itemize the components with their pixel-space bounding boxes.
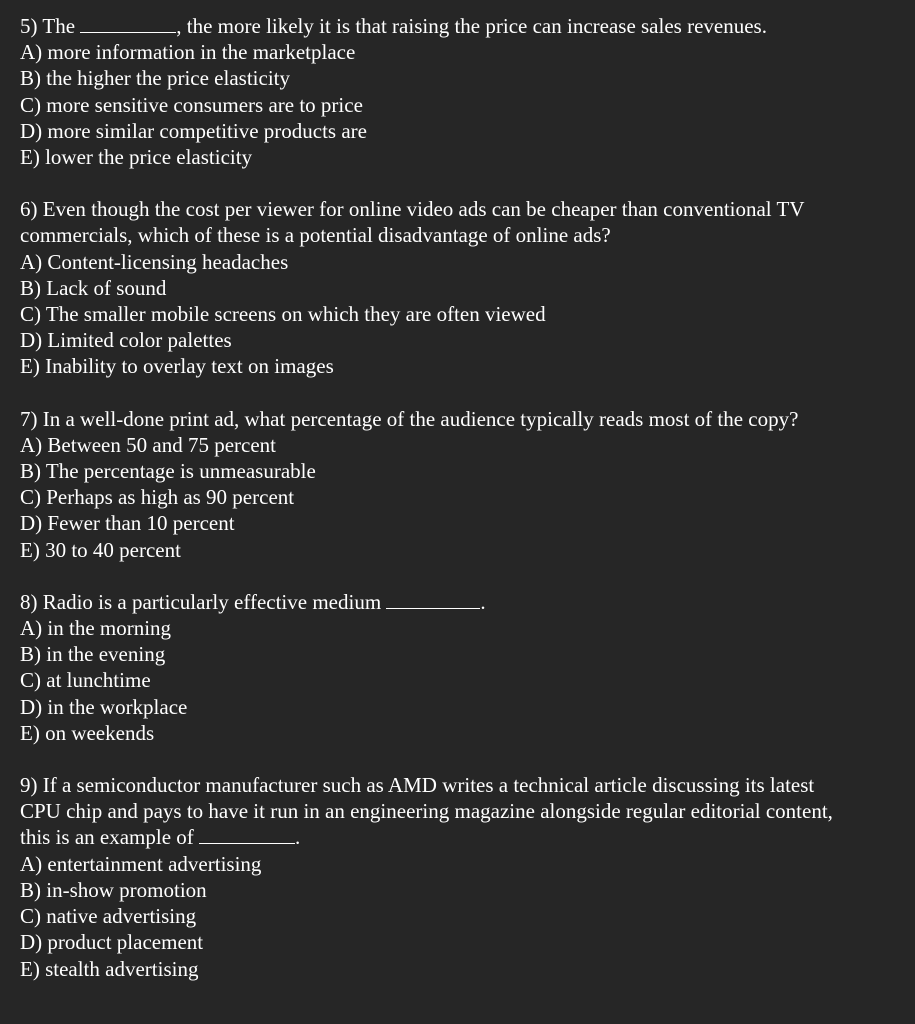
question-6-stem-line-2: commercials, which of these is a potential disadvantage of online ads? [20, 223, 611, 248]
question-5 [20, 13, 910, 170]
option-e: E) Inability to overlay text on images [20, 354, 334, 379]
question-8 [20, 589, 910, 746]
question-6 [20, 196, 910, 379]
question-8-stem-start: 8) Radio is a particularly effective medium [20, 589, 387, 614]
option-b: B) in the evening [20, 642, 166, 667]
option-a: A) entertainment advertising [20, 851, 262, 876]
question-7-stem: 7) In a well-done print ad, what percentage of the audience typically reads most of the copy? [20, 406, 799, 431]
option-e: E) 30 to 40 percent [20, 537, 181, 562]
question-9-stem-line-3 [20, 824, 910, 850]
question-9-stem-line-2: CPU chip and pays to have it run in an engineering magazine alongside regular editorial content, [20, 799, 833, 824]
question-5-stem-end: , the more likely it is that raising the price can increase sales revenues. [176, 14, 767, 38]
question-9-stem-line-1: 9) If a semiconductor manufacturer such as AMD writes a technical article discussing its latest [20, 773, 815, 798]
option-d: D) in the workplace [20, 694, 188, 719]
question-5-stem-start: 5) The [20, 14, 81, 38]
question-7 [20, 406, 910, 563]
question-9 [20, 772, 910, 982]
option-c: C) native advertising [20, 904, 197, 929]
option-b: B) The percentage is unmeasurable [20, 459, 316, 484]
option-e: E) stealth advertising [20, 956, 199, 981]
option-b: B) Lack of sound [20, 275, 167, 300]
answer-blank [80, 15, 176, 33]
question-5-stem [20, 13, 910, 39]
option-d: D) more similar competitive products are [20, 118, 367, 143]
question-9-stem-start: this is an example of [20, 825, 200, 850]
option-d: D) product placement [20, 930, 204, 955]
option-c: C) more sensitive consumers are to price [20, 92, 363, 117]
option-c: C) Perhaps as high as 90 percent [20, 485, 295, 510]
question-9-stem-end: . [295, 825, 301, 850]
answer-blank [386, 591, 480, 609]
option-a: A) Between 50 and 75 percent [20, 432, 276, 457]
option-a: A) more information in the marketplace [20, 40, 356, 65]
option-d: D) Fewer than 10 percent [20, 511, 235, 536]
quiz-page [20, 13, 910, 1008]
option-c: C) at lunchtime [20, 668, 151, 693]
question-8-stem-end: . [480, 589, 486, 614]
option-e: E) on weekends [20, 720, 155, 745]
option-a: A) in the morning [20, 616, 172, 641]
option-b: B) in-show promotion [20, 877, 207, 902]
option-c: C) The smaller mobile screens on which they are often viewed [20, 302, 546, 327]
question-6-stem-line-1: 6) Even though the cost per viewer for online video ads can be cheaper than conventional TV [20, 197, 805, 222]
question-8-stem [20, 589, 910, 615]
option-e: E) lower the price elasticity [20, 145, 253, 170]
option-d: D) Limited color palettes [20, 328, 232, 353]
option-a: A) Content-licensing headaches [20, 249, 289, 274]
option-b: B) the higher the price elasticity [20, 66, 290, 91]
answer-blank [199, 826, 295, 844]
